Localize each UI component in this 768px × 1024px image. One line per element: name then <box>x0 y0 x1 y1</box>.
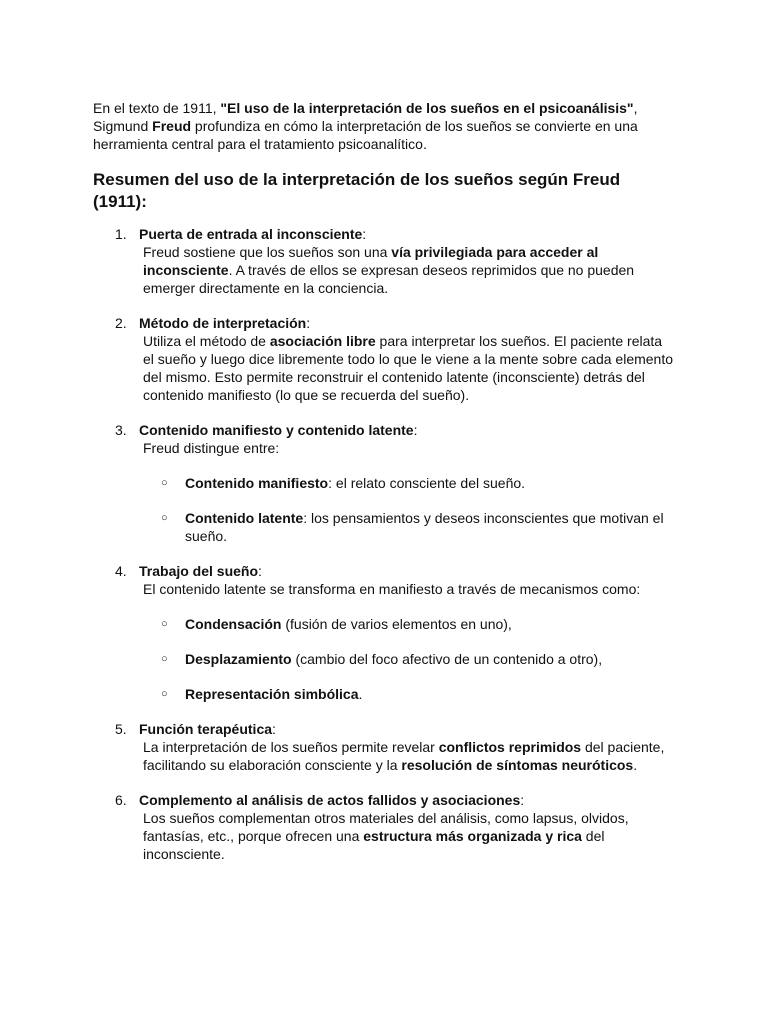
list-item <box>93 562 676 703</box>
sub-item-text: (cambio del foco afectivo de un contenido a otro), <box>291 651 603 667</box>
sub-list-item <box>139 509 676 545</box>
item-description: El contenido latente se transforma en manifiesto a través de mecanismos como: <box>143 581 641 597</box>
item-text: . <box>633 757 638 773</box>
sub-list-item <box>139 650 676 668</box>
sub-item-term: Condensación <box>185 616 282 632</box>
sub-item-text: (fusión de varios elementos en uno), <box>281 616 512 632</box>
item-number: 2. <box>115 315 127 331</box>
bullet-icon: ○ <box>161 688 168 700</box>
item-description <box>139 243 676 297</box>
item-number: 4. <box>115 563 127 579</box>
list-item <box>93 225 676 297</box>
list-item <box>93 421 676 545</box>
sub-item-term: Representación simbólica <box>185 686 359 702</box>
sub-item-term: Contenido latente <box>185 510 304 526</box>
item-emphasis: estructura más organizada y rica <box>363 828 582 844</box>
item-text: Los sueños complementan otros materiales del análisis, como lapsus, olvidos, fantasías, etc., porque ofrecen una <box>143 810 629 844</box>
item-colon: : <box>362 226 367 242</box>
item-colon: : <box>413 422 418 438</box>
sub-list <box>139 474 676 545</box>
item-number: 6. <box>115 792 127 808</box>
sub-list-item <box>139 615 676 633</box>
bullet-icon: ○ <box>161 512 168 524</box>
sub-item-term: Contenido manifiesto <box>185 475 329 491</box>
item-number: 5. <box>115 721 127 737</box>
item-text: . A través de ellos se expresan deseos reprimidos que no pueden emerger directamente en la conciencia. <box>143 262 635 296</box>
list-item <box>93 720 676 774</box>
sub-list-item <box>139 685 676 703</box>
sub-item-text: : el relato consciente del sueño. <box>328 475 526 491</box>
item-text: del inconsciente. <box>143 828 605 862</box>
sub-item-text: : los pensamientos y deseos inconscientes que motivan el sueño. <box>185 510 664 544</box>
intro-text: En el texto de 1911, <box>93 100 221 116</box>
bullet-icon: ○ <box>161 618 168 630</box>
sub-item-text: . <box>358 686 363 702</box>
item-title: Método de interpretación <box>139 315 307 331</box>
item-text: Freud sostiene que los sueños son una <box>143 244 392 260</box>
item-emphasis: asociación libre <box>269 333 376 349</box>
bullet-icon: ○ <box>161 653 168 665</box>
item-number: 1. <box>115 226 127 242</box>
intro-text: profundiza en cómo la interpretación de los sueños se convierte en una herramienta central para el tratamiento psicoanalítico. <box>93 118 638 152</box>
item-title: Contenido manifiesto y contenido latente <box>139 422 414 438</box>
section-heading: Resumen del uso de la interpretación de los sueños según Freud (1911): <box>93 170 621 211</box>
intro-paragraph <box>93 99 676 153</box>
item-title: Función terapéutica <box>139 721 273 737</box>
bullet-icon: ○ <box>161 477 168 489</box>
item-text: del paciente, facilitando su elaboración consciente y la <box>143 739 665 773</box>
item-text: La interpretación de los sueños permite revelar <box>143 739 439 755</box>
sub-item-term: Desplazamiento <box>185 651 292 667</box>
item-description: Freud distingue entre: <box>143 440 280 456</box>
item-title: Trabajo del sueño <box>139 563 259 579</box>
item-description <box>139 332 676 404</box>
item-emphasis: conflictos reprimidos <box>438 739 582 755</box>
list-item <box>93 791 676 863</box>
item-text: para interpretar los sueños. El paciente relata el sueño y luego dice libremente todo lo que le viene a la mente sobre cada elemento del mismo. Esto permite reconstruir el contenido latente (inconsciente) detrás del contenido manifiesto (lo que se recuerda del sueño). <box>143 333 674 403</box>
item-title: Puerta de entrada al inconsciente <box>139 226 363 242</box>
item-description <box>139 738 676 774</box>
intro-book-title: "El uso de la interpretación de los sueños en el psicoanálisis" <box>220 100 634 116</box>
sub-list-item <box>139 474 676 492</box>
item-emphasis: resolución de síntomas neuróticos <box>401 757 634 773</box>
sub-list <box>139 615 676 703</box>
item-colon: : <box>306 315 311 331</box>
intro-author: Freud <box>152 118 192 134</box>
item-colon: : <box>258 563 262 579</box>
item-emphasis: vía privilegiada para acceder al inconsciente <box>143 244 599 278</box>
item-description <box>139 809 676 863</box>
item-title: Complemento al análisis de actos fallidos y asociaciones <box>139 792 521 808</box>
intro-text: , Sigmund <box>93 100 638 134</box>
summary-list <box>93 225 676 863</box>
item-colon: : <box>520 792 525 808</box>
item-number: 3. <box>115 422 127 438</box>
list-item <box>93 314 676 404</box>
item-colon: : <box>272 721 276 737</box>
item-text: Utiliza el método de <box>143 333 270 349</box>
